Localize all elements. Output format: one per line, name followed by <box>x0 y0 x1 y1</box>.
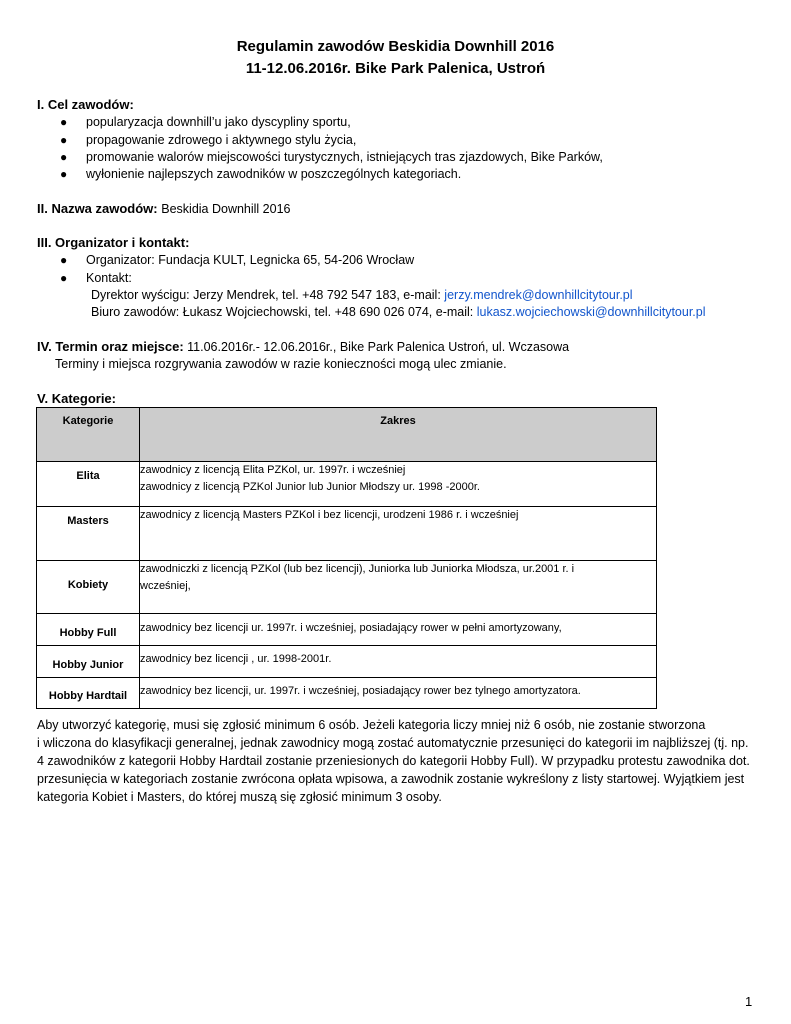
category-range: zawodniczki z licencją PZKol (lub bez licencji), Juniorka lub Juniorka Młodsza, ur.2001 r. i wcześniej, <box>140 561 657 614</box>
category-name: Hobby Hardtail <box>37 678 140 709</box>
section-4-heading: IV. Termin oraz miejsce: <box>37 339 184 354</box>
categories-table <box>36 407 657 709</box>
event-name: Beskidia Downhill 2016 <box>161 202 291 216</box>
bullet-icon: ● <box>60 115 68 129</box>
category-name: Kobiety <box>37 561 140 614</box>
bullet-icon: ● <box>60 253 68 267</box>
category-name: Masters <box>37 507 140 561</box>
date-place: 11.06.2016r.- 12.06.2016r., Bike Park Palenica Ustroń, ul. Wczasowa <box>183 340 570 354</box>
category-name: Elita <box>37 462 140 507</box>
table-row <box>37 561 657 614</box>
section-2 <box>37 201 291 216</box>
goal-item: wyłonienie najlepszych zawodników w poszczególnych kategoriach. <box>86 167 462 181</box>
table-row <box>37 462 657 507</box>
director-email-link[interactable]: jerzy.mendrek@downhillcitytour.pl <box>444 288 633 302</box>
goal-item: propagowanie zdrowego i aktywnego stylu życia, <box>86 133 357 147</box>
office-contact: Biuro zawodów: Łukasz Wojciechowski, tel. +48 690 026 074, e-mail: lukasz.wojciechowski@downhillcitytour.pl <box>91 305 706 319</box>
section-5-heading: V. Kategorie: <box>37 391 116 406</box>
bullet-icon: ● <box>60 271 68 285</box>
director-contact: Dyrektor wyścigu: Jerzy Mendrek, tel. +48 792 547 183, e-mail: jerzy.mendrek@downhillcitytour.pl <box>91 288 633 302</box>
category-range: zawodnicy bez licencji, ur. 1997r. i wcześniej, posiadający rower bez tylnego amortyzatora. <box>140 678 657 709</box>
date-note: Terminy i miejsca rozgrywania zawodów w razie konieczności mogą ulec zmianie. <box>55 357 507 371</box>
goal-item: popularyzacja downhill’u jako dyscypliny sportu, <box>86 115 351 129</box>
bullet-icon: ● <box>60 167 68 181</box>
category-range: zawodnicy bez licencji ur. 1997r. i wcześniej, posiadający rower w pełni amortyzowany, <box>140 614 657 646</box>
category-range: zawodnicy bez licencji , ur. 1998-2001r. <box>140 646 657 678</box>
page-number: 1 <box>745 994 753 1009</box>
goal-item: promowanie walorów miejscowości turystycznych, istniejących tras zjazdowych, Bike Parków, <box>86 150 603 164</box>
table-header-row <box>37 408 657 462</box>
organizer-line: Organizator: Fundacja KULT, Legnicka 65, 54-206 Wrocław <box>86 253 415 267</box>
document-subtitle: 11-12.06.2016r. Bike Park Palenica, Ustroń <box>245 60 546 77</box>
table-row <box>37 614 657 646</box>
table-row <box>37 507 657 561</box>
column-header-range: Zakres <box>140 408 657 462</box>
section-4 <box>37 339 569 354</box>
section-3-heading: III. Organizator i kontakt: <box>37 235 190 250</box>
section-1-heading: I. Cel zawodów: <box>37 97 134 112</box>
bullet-icon: ● <box>60 133 68 147</box>
column-header-category: Kategorie <box>37 408 140 462</box>
rules-paragraph: Aby utworzyć kategorię, musi się zgłosić minimum 6 osób. Jeżeli kategoria liczy mniej niż 6 osób, nie zostanie stworzona i wliczona do klasyfikacji generalnej, jednak zawodnicy mogą zostać automatycznie przesunięci do kategorii im najbliższej (tj. np. 4 zawodników z kategorii Hobby Hardtail zostanie przeniesionych do kategorii Hobby Full). W przypadku protestu zawodnika dot. przesunięcia w kategoriach zostanie zwrócona opłata wpisowa, a zawodnik zostanie wykreślony z listy startowej. Wyjątkiem jest kategoria Kobiet i Masters, do której muszą się zgłosić minimum 3 osoby. <box>37 718 750 804</box>
section-2-heading: II. Nazwa zawodów: <box>37 201 158 216</box>
document-title: Regulamin zawodów Beskidia Downhill 2016 <box>236 38 555 55</box>
office-email-link[interactable]: lukasz.wojciechowski@downhillcitytour.pl <box>476 305 706 319</box>
category-name: Hobby Junior <box>37 646 140 678</box>
category-name: Hobby Full <box>37 614 140 646</box>
table-row <box>37 678 657 709</box>
contact-label: Kontakt: <box>86 271 132 285</box>
table-row <box>37 646 657 678</box>
category-range: zawodnicy z licencją Elita PZKol, ur. 1997r. i wcześniej zawodnicy z licencją PZKol Junior lub Junior Młodszy ur. 1998 -2000r. <box>140 462 657 507</box>
bullet-icon: ● <box>60 150 68 164</box>
category-range: zawodnicy z licencją Masters PZKol i bez licencji, urodzeni 1986 r. i wcześniej <box>140 507 657 561</box>
